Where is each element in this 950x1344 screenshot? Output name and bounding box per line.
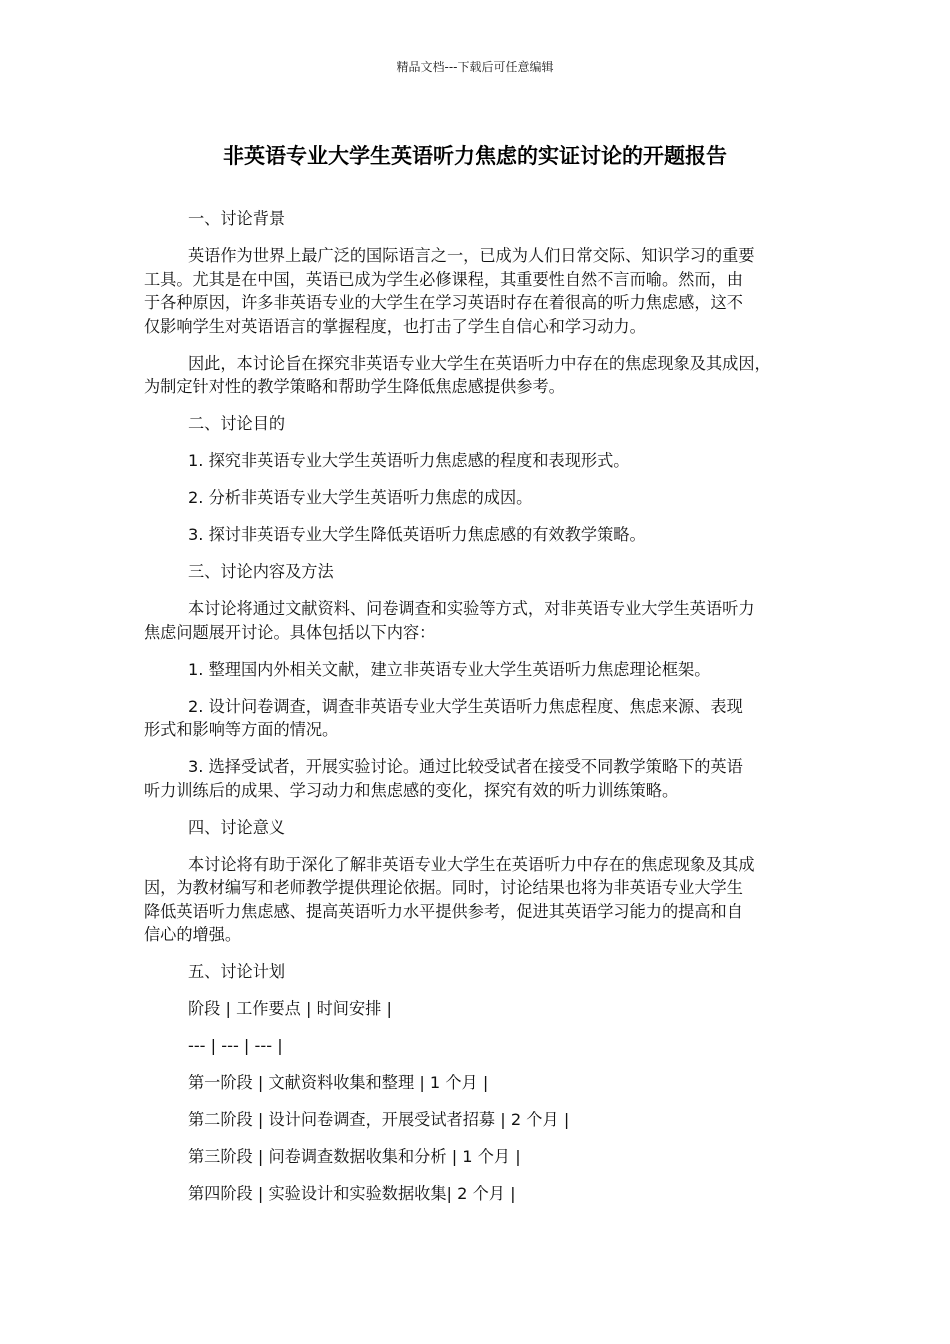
method-item-3: 3. 选择受试者，开展实验讨论。通过比较受试者在接受不同教学策略下的英语 听力训练后的成果、学习动力和焦虑感的变化，探究有效的听力训练策略。 [144, 757, 743, 800]
method-item-2: 2. 设计问卷调查，调查非英语专业大学生英语听力焦虑程度、焦虑来源、表现 形式和影响等方面的情况。 [144, 696, 743, 739]
plan-table-row: 第四阶段 | 实验设计和实验数据收集| 2 个月 | [188, 1184, 516, 1203]
paragraph-background: 英语作为世界上最广泛的国际语言之一，已成为人们日常交际、知识学习的重要 工具。尤其是在中国，英语已成为学生必修课程，其重要性自然不言而喻。然而，由 于各种原因，许多非英语专业的大学生在学习英语时存在着很高的听力焦虑感，这不 仅影响学生对英语语言的掌握程度，也打击了学生自信心和学习动力。 [144, 246, 755, 336]
paragraph-significance: 本讨论将有助于深化了解非英语专业大学生在英语听力中存在的焦虑现象及其成 因，为教材编写和老师教学提供理论依据。同时，讨论结果也将为非英语专业大学生 降低英语听力焦虑感、提高英语听力水平提供参考，促进其英语学习能力的提高和自 信心的增强。 [144, 854, 755, 944]
section-heading-background: 一、讨论背景 [188, 209, 286, 228]
objective-item-3: 3. 探讨非英语专业大学生降低英语听力焦虑感的有效教学策略。 [188, 525, 646, 544]
plan-table-row: 第二阶段 | 设计问卷调查，开展受试者招募 | 2 个月 | [188, 1110, 570, 1129]
section-heading-significance: 四、讨论意义 [188, 817, 286, 837]
section-heading-methods: 三、讨论内容及方法 [188, 562, 334, 581]
section-heading-plan: 五、讨论计划 [188, 962, 286, 981]
method-item-1: 1. 整理国内外相关文献，建立非英语专业大学生英语听力焦虑理论框架。 [188, 659, 711, 679]
header-note: 精品文档---下载后可任意编辑 [396, 60, 554, 74]
plan-table-separator-row: --- | --- | --- | [188, 1036, 283, 1055]
plan-table-row: 第一阶段 | 文献资料收集和整理 | 1 个月 | [188, 1073, 489, 1092]
paragraph-methods-intro: 本讨论将通过文献资料、问卷调查和实验等方式，对非英语专业大学生英语听力 焦虑问题展开讨论。具体包括以下内容： [144, 599, 755, 642]
plan-table-header-row: 阶段 | 工作要点 | 时间安排 | [188, 999, 392, 1018]
document-body [144, 207, 810, 1219]
plan-table-row: 第三阶段 | 问卷调查数据收集和分析 | 1 个月 | [188, 1147, 521, 1166]
objective-item-1: 1. 探究非英语专业大学生英语听力焦虑感的程度和表现形式。 [188, 451, 630, 470]
paragraph-purpose-summary: 因此，本讨论旨在探究非英语专业大学生在英语听力中存在的焦虑现象及其成因， 为制定针对性的教学策略和帮助学生降低焦虑感提供参考。 [144, 353, 771, 396]
section-heading-objectives: 二、讨论目的 [188, 414, 286, 433]
document-title: 非英语专业大学生英语听力焦虑的实证讨论的开题报告 [223, 144, 727, 168]
objective-item-2: 2. 分析非英语专业大学生英语听力焦虑的成因。 [188, 488, 533, 507]
